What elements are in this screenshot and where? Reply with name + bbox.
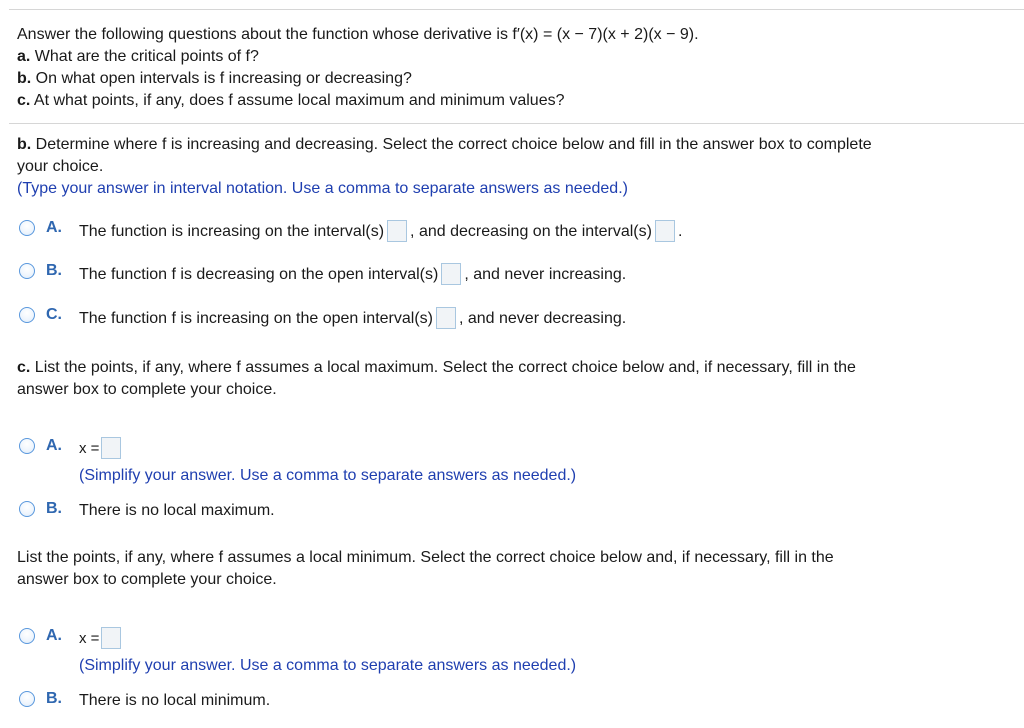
part-a-text: What are the critical points of f? [30,48,259,65]
question-part-b [17,69,412,89]
radio-button[interactable] [19,220,35,236]
decreasing-interval-input[interactable] [655,220,675,242]
part-b-prompt [17,135,872,155]
radio-button[interactable] [19,691,35,707]
part-b-prompt-text: Determine where f is increasing and decreasing. Select the correct choice below and fill in the answer box to complete [31,136,872,153]
choice-text-before: The function f is decreasing on the open interval(s) [79,266,439,283]
choice-text: There is no local maximum. [79,502,275,519]
choice-text [79,627,124,649]
choice-text-after: . [677,223,683,240]
choice-letter: A. [46,437,62,454]
part-c-prompt-text: List the points, if any, where f assumes a local maximum. Select the correct choice below and, if necessary, fill in the [30,359,856,376]
part-c-label: c. [17,92,31,109]
decreasing-interval-input[interactable] [441,263,461,285]
question-intro: Answer the following questions about the function whose derivative is f′(x) = (x − 7)(x + 2)(x − 9). [17,26,699,43]
section-divider [9,123,1024,124]
local-max-hint: (Simplify your answer. Use a comma to separate answers as needed.) [79,467,577,484]
part-a-label: a. [17,48,31,65]
local-min-input[interactable] [101,627,121,649]
x-equals-label: x = [79,630,100,647]
part-b-label: b. [17,70,32,87]
choice-text-after: , and never increasing. [464,266,627,283]
choice-text [79,437,124,459]
radio-button[interactable] [19,628,35,644]
choice-letter: B. [46,500,62,517]
choice-text [79,263,626,285]
choice-text-before: The function f is increasing on the open interval(s) [79,310,433,327]
part-b-prompt-cont: your choice. [17,158,104,175]
x-equals-label: x = [79,440,100,457]
local-min-prompt-cont: answer box to complete your choice. [17,571,277,588]
choice-text-middle: , and decreasing on the interval(s) [410,223,652,240]
increasing-interval-input[interactable] [387,220,407,242]
top-divider [9,9,1024,10]
choice-text-before: The function is increasing on the interval(s) [79,223,385,240]
local-min-hint: (Simplify your answer. Use a comma to separate answers as needed.) [79,657,577,674]
part-c-prompt-cont: answer box to complete your choice. [17,381,277,398]
question-part-a [17,47,259,67]
choice-letter: B. [46,690,62,707]
choice-text: There is no local minimum. [79,692,271,709]
choice-text-after: , and never decreasing. [458,310,627,327]
part-c-prompt [17,358,856,378]
question-part-c [17,91,565,111]
choice-letter: B. [46,262,62,279]
local-max-input[interactable] [101,437,121,459]
part-b-text: On what open intervals is f increasing or decreasing? [31,70,412,87]
increasing-interval-input[interactable] [436,307,456,329]
radio-button[interactable] [19,263,35,279]
choice-letter: C. [46,306,62,323]
choice-text [79,307,626,329]
radio-button[interactable] [19,438,35,454]
part-c-prompt-label: c. [17,359,31,376]
choice-letter: A. [46,219,62,236]
radio-button[interactable] [19,501,35,517]
radio-button[interactable] [19,307,35,323]
choice-text [79,220,682,242]
choice-letter: A. [46,627,62,644]
local-min-prompt: List the points, if any, where f assumes a local minimum. Select the correct choice below and, if necessary, fill in the [17,549,834,566]
part-b-hint: (Type your answer in interval notation. Use a comma to separate answers as needed.) [17,180,628,197]
part-c-text: At what points, if any, does f assume local maximum and minimum values? [30,92,565,109]
part-b-prompt-label: b. [17,136,32,153]
